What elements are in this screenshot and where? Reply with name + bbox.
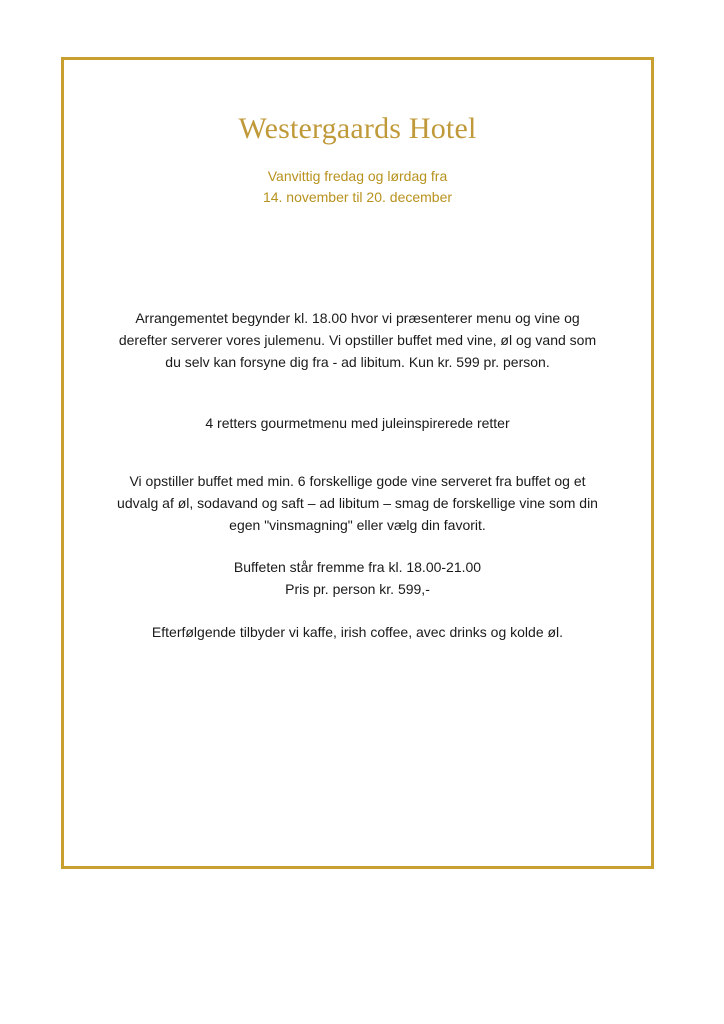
- buffet-time-line: Buffeten står fremme fra kl. 18.00-21.00: [233, 559, 482, 575]
- hotel-title: Westergaards Hotel: [238, 112, 477, 145]
- intro-line: Arrangementet begynder kl. 18.00 hvor vi præsenterer menu og vine og: [135, 310, 580, 326]
- buffet-line: Vi opstiller buffet med min. 6 forskellige gode vine serveret fra buffet og et: [129, 473, 586, 489]
- menu-paragraph: [84, 412, 631, 434]
- buffet-line: udvalg af øl, sodavand og saft – ad libitum – smag de forskellige vine som din: [117, 495, 598, 511]
- gold-border-frame: [61, 57, 654, 869]
- intro-paragraph: [84, 307, 631, 373]
- subtitle: [64, 166, 651, 208]
- buffet-paragraph: [84, 470, 631, 536]
- closing-paragraph: [84, 621, 631, 643]
- time-price-paragraph: [84, 556, 631, 600]
- menu-line: 4 retters gourmetmenu med juleinspirerede retter: [205, 415, 510, 431]
- price-line: Pris pr. person kr. 599,-: [285, 581, 430, 597]
- intro-line: du selv kan forsyne dig fra - ad libitum. Kun kr. 599 pr. person.: [165, 354, 550, 370]
- intro-line: derefter serverer vores julemenu. Vi opstiller buffet med vine, øl og vand som: [118, 332, 597, 348]
- buffet-line: egen "vinsmagning" eller vælg din favorit.: [229, 517, 486, 533]
- subtitle-line: Vanvittig fredag og lørdag fra: [267, 168, 448, 184]
- subtitle-line: 14. november til 20. december: [262, 189, 453, 205]
- closing-line: Efterfølgende tilbyder vi kaffe, irish coffee, avec drinks og kolde øl.: [151, 624, 564, 640]
